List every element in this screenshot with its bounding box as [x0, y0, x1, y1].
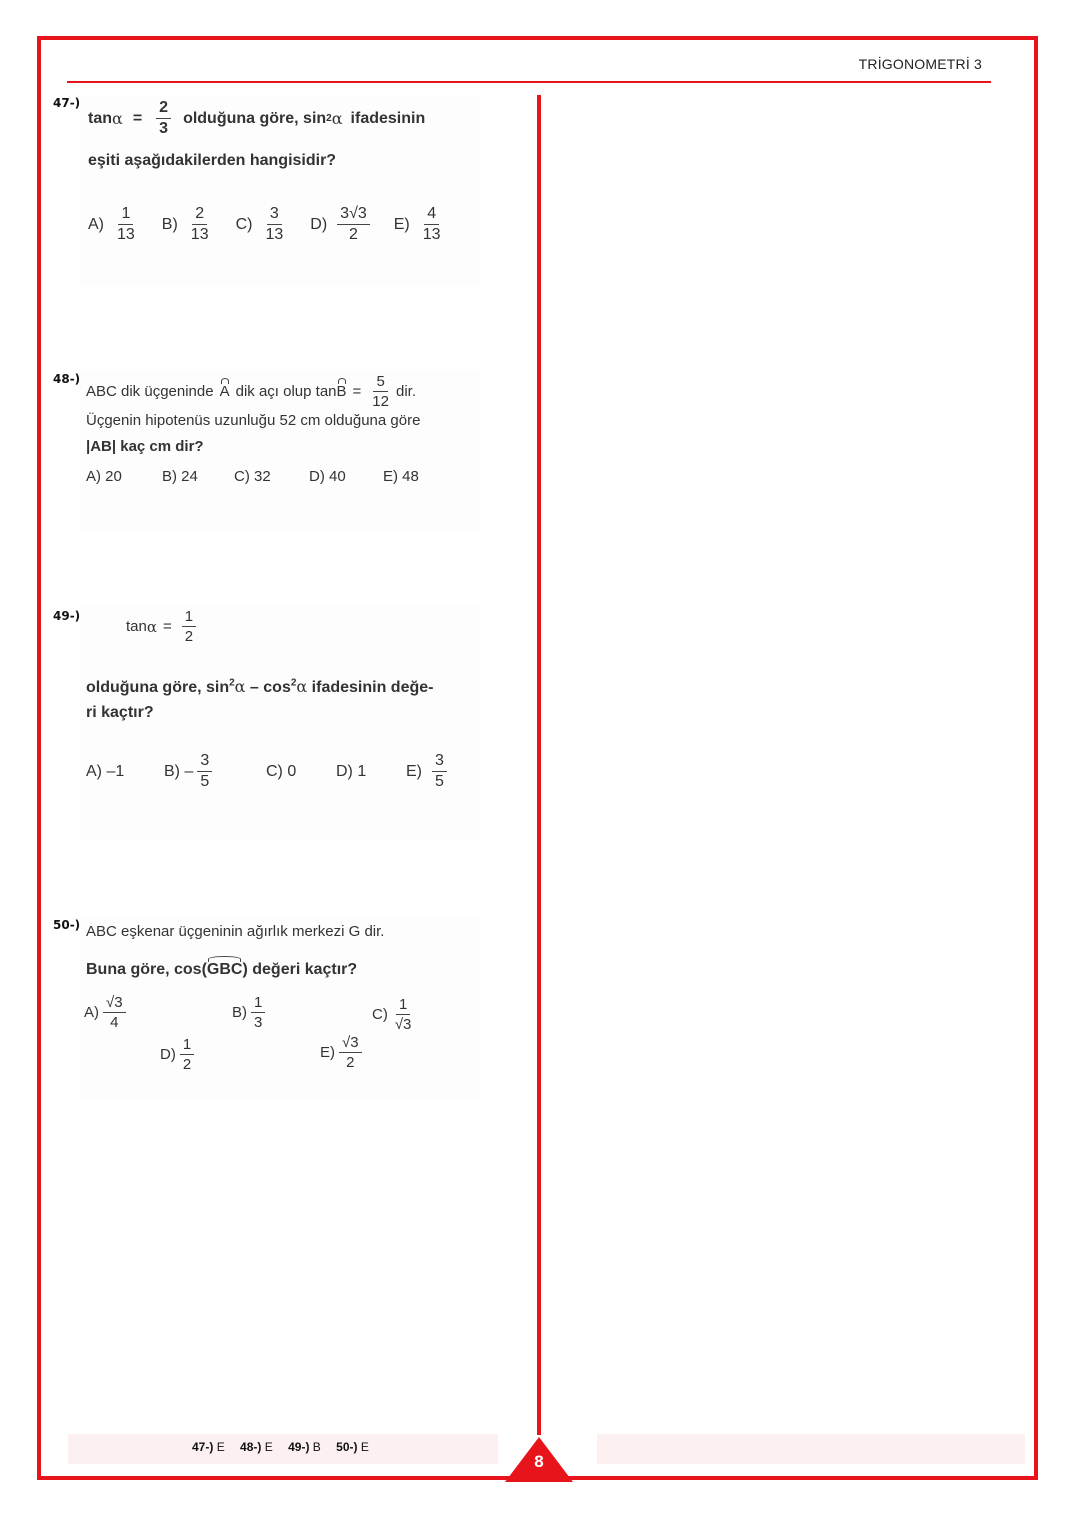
- option-b[interactable]: B) – $\frac{3}{5}$: [164, 753, 266, 790]
- page-number: 8: [534, 1452, 544, 1471]
- header-rule: [67, 81, 991, 83]
- question-47-options: [88, 206, 448, 243]
- page-header-title: TRİGONOMETRİ 3: [858, 56, 982, 72]
- column-divider: [537, 95, 541, 1435]
- option-a[interactable]: A) –1: [86, 762, 125, 780]
- given-fraction: $\frac{2}{3}$: [156, 100, 171, 137]
- question-50-stem-line1: ABC eşkenar üçgeninin ağırlık merkezi G dir.: [86, 923, 385, 940]
- answer-49: 49-) B: [288, 1440, 321, 1454]
- angle-a: A: [219, 383, 230, 400]
- question-50-stem-line2: Buna göre, cos(GBC) değeri kaçtır?: [86, 961, 358, 978]
- question-50: [80, 915, 480, 1100]
- answer-key-bar-right: [597, 1434, 1025, 1464]
- question-49-stem-line2: ri kaçtır?: [86, 704, 154, 721]
- question-48-stem-line1: ABC dik üçgeninde A dik açı olup tan B = $\frac{5}{12}$ dir.: [86, 373, 416, 410]
- answer-47: 47-) E: [192, 1440, 225, 1454]
- given-fraction: $\frac{5}{12}$: [372, 373, 389, 410]
- answer-48: 48-) E: [240, 1440, 273, 1454]
- question-47-stem-line1: tan α = $\frac{2}{3}$ olduğuna göre, sin 2 α ifadesinin: [88, 99, 426, 137]
- question-49: [80, 605, 480, 840]
- option-b[interactable]: B) 24: [162, 468, 198, 485]
- question-48: [80, 370, 480, 530]
- option-a[interactable]: A) $\frac{√3}{4}$: [84, 995, 130, 1030]
- question-number-50: 50-): [53, 918, 81, 932]
- angle-b: B: [336, 383, 347, 400]
- option-d[interactable]: D) $\frac{1}{2}$: [160, 1037, 198, 1072]
- option-b[interactable]: B) $\frac{2}{13}$: [161, 205, 209, 243]
- question-49-options: [86, 753, 451, 790]
- question-number-47: 47-): [53, 96, 81, 110]
- question-48-stem-line2: Üçgenin hipotenüs uzunluğu 52 cm olduğuna göre: [86, 412, 421, 429]
- question-48-stem-line3: |AB| kaç cm dir?: [86, 438, 204, 455]
- option-c[interactable]: C) 32: [234, 468, 271, 485]
- option-a[interactable]: A) $\frac{1}{13}$: [88, 205, 135, 243]
- question-47-stem-line2: eşiti aşağıdakilerden hangisidir?: [88, 152, 337, 169]
- option-e[interactable]: E) $\frac{√3}{2}$: [320, 1035, 366, 1070]
- option-e[interactable]: E) $\frac{3}{5}$: [406, 753, 451, 790]
- option-c[interactable]: C) $\frac{1}{√3}$: [372, 996, 412, 1033]
- answer-50: 50-) E: [336, 1440, 369, 1454]
- option-a[interactable]: A) 20: [86, 468, 122, 485]
- option-e[interactable]: E) 48: [383, 468, 419, 485]
- option-b[interactable]: B) $\frac{1}{3}$: [232, 995, 269, 1030]
- option-d[interactable]: D) 1: [336, 762, 367, 780]
- option-d[interactable]: D) $\frac{3√3}{2}$: [310, 206, 373, 243]
- question-48-options: [86, 468, 419, 485]
- question-number-49: 49-): [53, 609, 81, 623]
- option-c[interactable]: C) $\frac{3}{13}$: [235, 205, 284, 243]
- question-49-stem-line1: olduğuna göre, $\sin^2\alpha - \cos^2\alpha$ ifadesinin değe-: [86, 677, 434, 696]
- option-c[interactable]: C) 0: [266, 762, 297, 780]
- question-number-48: 48-): [53, 372, 81, 386]
- question-47: [80, 96, 480, 286]
- question-49-given: tan α = $\frac{1}{2}$: [126, 609, 200, 644]
- option-d[interactable]: D) 40: [309, 468, 346, 485]
- option-e[interactable]: E) $\frac{4}{13}$: [393, 205, 441, 243]
- answer-key: [192, 1440, 381, 1454]
- angle-gbc: GBC: [206, 961, 243, 978]
